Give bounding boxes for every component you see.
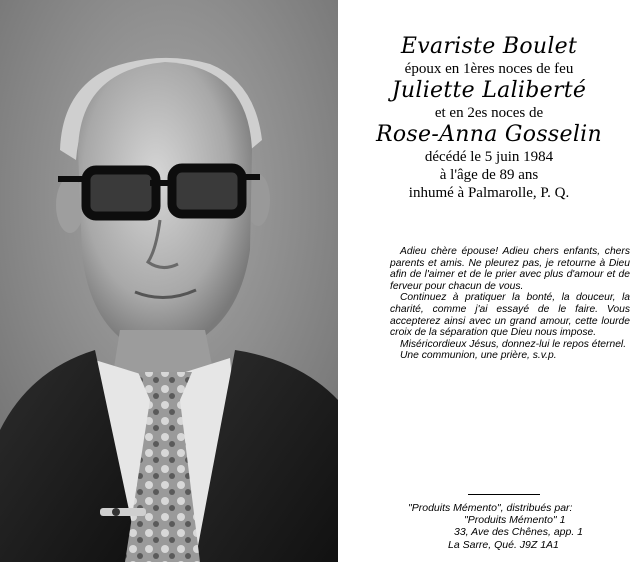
- second-spouse-name: Rose-Anna Gosselin: [376, 122, 602, 147]
- publisher-block: [408, 502, 633, 551]
- publisher-line: "Produits Mémento", distribués par:: [408, 502, 573, 514]
- deceased-name: Evariste Boulet: [400, 34, 578, 59]
- bio-block: [338, 34, 640, 202]
- verse-paragraph: Continuez à pratiquer la bonté, la douceur, la charité, comme j'ai essayé de le faire. Vous accepterez ainsi avec un grand amour, cette lourde croix de la séparation que Dieu nous impose.: [390, 292, 630, 339]
- publisher-city: La Sarre, Qué. J9Z 1A1: [448, 538, 559, 551]
- verse-paragraph: Une communion, une prière, s.v.p.: [400, 350, 557, 362]
- publisher-line: "Produits Mémento" 1: [464, 514, 566, 527]
- verse-paragraph: Adieu chère épouse! Adieu chers enfants, chers parents et amis. Ne pleurez pas, je retourne à Dieu afin de l'aimer et de le prier avec plus d'amour et de ferveur pour chacun de vous.: [390, 246, 630, 292]
- first-marriage-line: époux en 1ères noces de feu: [404, 61, 574, 77]
- memorial-card-text: [338, 0, 640, 562]
- divider-rule: [468, 494, 540, 495]
- publisher-address: 33, Ave des Chênes, app. 1: [454, 526, 584, 539]
- farewell-verse: [390, 246, 630, 362]
- verse-paragraph: Miséricordieux Jésus, donnez-lui le repos éternel.: [400, 338, 627, 350]
- burial-line: inhumé à Palmarolle, P. Q.: [408, 185, 570, 201]
- death-date-line: décédé le 5 juin 1984: [424, 149, 554, 165]
- first-spouse-name: Juliette Laliberté: [391, 78, 587, 103]
- age-line: à l'âge de 89 ans: [439, 167, 539, 183]
- second-marriage-line: et en 2es noces de: [434, 105, 544, 121]
